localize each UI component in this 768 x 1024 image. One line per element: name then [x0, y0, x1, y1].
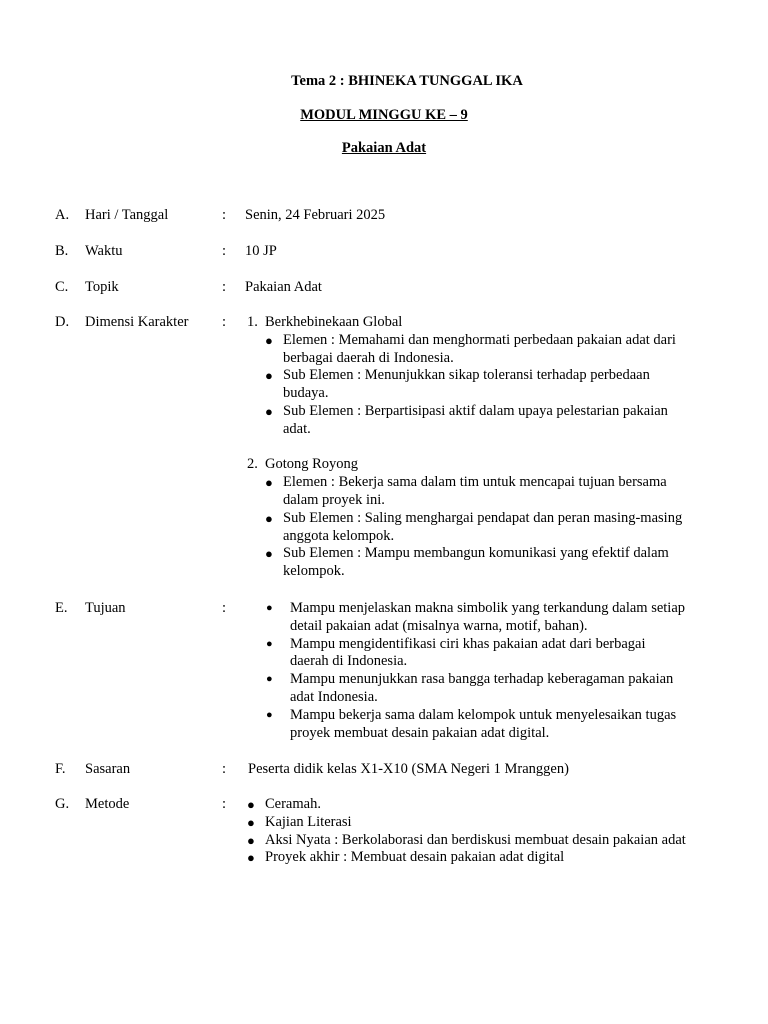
dimensi-title: Gotong Royong — [265, 456, 359, 473]
row-label: Sasaran — [85, 761, 131, 777]
list-item: ● Mampu menunjukkan rasa bangga terhadap keberagaman pakaian adat Indonesia. — [266, 671, 674, 705]
row-label: Hari / Tanggal — [85, 207, 169, 223]
row-label: Waktu — [85, 243, 123, 259]
row-colon: : — [222, 314, 227, 330]
bullet-icon: ● — [265, 332, 273, 348]
row-letter: F. — [55, 761, 66, 777]
list-item: ● Elemen : Bekerja sama dalam tim untuk mencapai tujuan bersama dalam proyek ini. — [265, 474, 667, 508]
list-item: ● Mampu mengidentifikasi ciri khas pakaian adat dari berbagai daerah di Indonesia. — [266, 635, 646, 670]
list-item: ● Ceramah. — [247, 796, 321, 812]
bullet-icon: ● — [247, 850, 255, 866]
bullet-icon: ● — [265, 475, 273, 491]
row-letter: E. — [55, 600, 68, 616]
list-item: ● Kajian Literasi — [247, 813, 352, 830]
bullet-icon: ● — [266, 708, 273, 721]
bullet-icon: ● — [265, 546, 273, 562]
row-label: Dimensi Karakter — [85, 314, 189, 330]
dimensi-number: 1. — [247, 314, 258, 330]
list-item: ● Sub Elemen : Saling menghargai pendapat dan peran masing-masing anggota kelompok. — [265, 509, 683, 544]
row-colon: : — [222, 243, 227, 259]
row-letter: G. — [55, 796, 70, 812]
row-label: Metode — [85, 796, 130, 812]
tujuan-list — [266, 600, 686, 742]
row-letter: B. — [55, 243, 69, 259]
row-colon: : — [222, 761, 227, 777]
list-item: ● Sub Elemen : Menunjukkan sikap toleransi terhadap perbedaan budaya. — [265, 367, 650, 402]
row-colon: : — [222, 207, 227, 223]
dimensi-item — [247, 456, 697, 581]
row-value: 10 JP — [245, 243, 277, 259]
bullet-icon: ● — [266, 673, 273, 686]
bullet-icon: ● — [247, 814, 255, 830]
row-label: Topik — [85, 279, 119, 295]
dimensi-number: 2. — [247, 456, 258, 473]
row-value: Peserta didik kelas X1-X10 (SMA Negeri 1 Mranggen) — [248, 761, 569, 777]
row-label: Tujuan — [85, 600, 126, 616]
row-letter: A. — [55, 207, 70, 223]
list-item: ● Aksi Nyata : Berkolaborasi dan berdiskusi membuat desain pakaian adat — [247, 831, 686, 848]
bullet-icon: ● — [265, 403, 273, 419]
dimensi-item — [247, 314, 697, 439]
list-item: ● Mampu bekerja sama dalam kelompok untuk menyelesaikan tugas proyek membuat desain pakaian adat digital. — [266, 706, 677, 741]
row-value: Senin, 24 Februari 2025 — [245, 207, 386, 223]
tema-title: Tema 2 : BHINEKA TUNGGAL IKA — [291, 73, 523, 89]
row-colon: : — [222, 600, 227, 616]
row-colon: : — [222, 279, 227, 295]
list-item: ● Proyek akhir : Membuat desain pakaian adat digital — [247, 849, 565, 866]
bullet-icon: ● — [266, 602, 273, 614]
row-value: Pakaian Adat — [245, 279, 322, 295]
row-colon: : — [222, 796, 227, 812]
list-item: ● Mampu menjelaskan makna simbolik yang terkandung dalam setiap detail pakaian adat (misalnya warna, motif, bahan). — [266, 600, 686, 634]
bullet-icon: ● — [266, 637, 273, 650]
metode-list — [247, 796, 687, 867]
row-letter: C. — [55, 279, 69, 295]
modul-title: MODUL MINGGU KE – 9 — [300, 107, 468, 123]
judul-title: Pakaian Adat — [341, 140, 427, 156]
dimensi-list — [247, 314, 697, 599]
dimensi-title: Berkhebinekaan Global — [265, 314, 403, 330]
bullet-icon: ● — [247, 797, 255, 812]
list-item: ● Sub Elemen : Mampu membangun komunikasi yang efektif dalam kelompok. — [265, 545, 669, 580]
list-item: ● Elemen : Memahami dan menghormati perbedaan pakaian adat dari berbagai daerah di Indonesia. — [265, 331, 676, 366]
list-item: ● Sub Elemen : Berpartisipasi aktif dalam upaya pelestarian pakaian adat. — [265, 402, 668, 437]
bullet-icon: ● — [247, 832, 255, 848]
bullet-icon: ● — [265, 510, 273, 526]
row-letter: D. — [55, 314, 70, 330]
bullet-icon: ● — [265, 368, 273, 384]
